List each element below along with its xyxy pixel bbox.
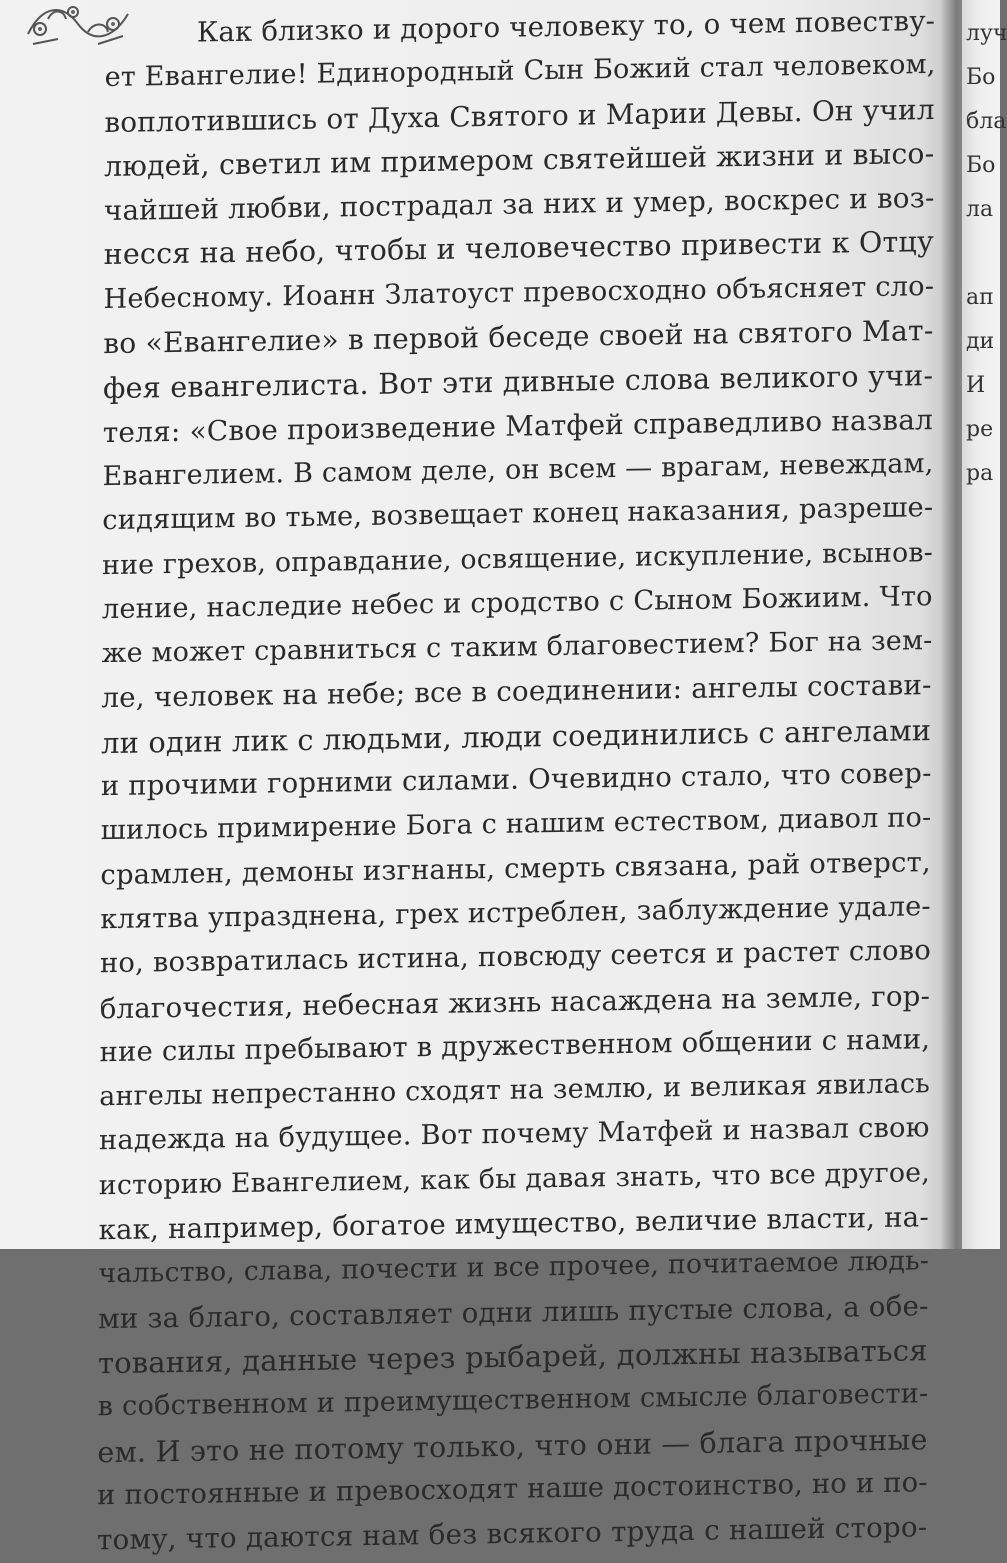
text-line: ние грехов, оправдание, освящение, искупление, всынов- [102, 536, 934, 581]
text-line: тому, что даются нам без всякого труда с нашей сторо- [96, 1510, 928, 1557]
text-line: сидящим во тьме, возвещает конец наказания, разреше- [102, 492, 934, 537]
right-page-line: ра [966, 461, 994, 486]
text-line: ление, наследие небес и сродство с Сыном Божиим. Что [101, 580, 933, 625]
text-line: надежда на будущее. Вот почему Матфей и назвал свою [99, 1112, 930, 1157]
right-page-line: бла [966, 109, 1007, 134]
text-line: несся на небо, чтобы и человечество привести к Отцу [103, 225, 934, 272]
text-line: людей, светил им примером святейшей жизни и высо- [104, 136, 935, 183]
text-line: ми за благо, составляет одни лишь пустые слова, а обе- [98, 1288, 929, 1335]
right-page-text [962, 12, 1007, 496]
text-line: во «Евангелие» в первой беседе своей на святого Мат- [103, 314, 934, 361]
text-line: благочестия, небесная жизнь насаждена на земле, гор- [99, 978, 931, 1025]
right-page-line: ла [966, 197, 994, 222]
text-line: ет Евангелие! Единородный Сын Божий стал человеком, [104, 49, 936, 94]
text-line: шилось примирение Бога с нашим естеством, диавол по- [100, 802, 932, 847]
text-line: чайшей любви, пострадал за них и умер, воскрес и воз- [103, 181, 935, 228]
text-line: чальство, слава, почести и все прочее, почитаемое людь- [98, 1245, 930, 1290]
text-line: и постоянные и превосходят наше достоинство, но и по- [97, 1467, 928, 1512]
text-line: фея евангелиста. Вот эти дивные слова великого учи- [102, 358, 934, 406]
body-text [97, 0, 935, 1563]
text-line: ли один лик с людьми, люди соединились с ангелами [101, 712, 932, 760]
text-line: Евангелием. В самом деле, он всем — врагам, невеждам, [102, 448, 934, 493]
text-line: ем. И это не потому только, что они — блага прочные [97, 1421, 928, 1469]
text-line: клятва упразднена, грех истреблен, заблуждение удале- [100, 891, 931, 936]
right-page-line: И [966, 373, 986, 398]
text-line: тования, данные через рыбарей, должны называться [97, 1333, 928, 1381]
text-line: ангелы непрестанно сходят на землю, и великая явилась [99, 1068, 931, 1113]
text-line: срамлен, демоны изгнаны, смерть связана, рай отверст, [100, 846, 931, 891]
right-page-line: Бо [966, 153, 996, 178]
text-line: но, возвратилась истина, повсюду сеется и растет слово [99, 935, 932, 980]
right-page-line: Бо [966, 65, 996, 90]
text-line: теля: «Свое произведение Матфей справедливо назвал [102, 402, 934, 449]
right-page-line: луч [966, 21, 1007, 46]
text-line: Небесному. Иоанн Златоуст превосходно объясняет сло- [103, 270, 935, 315]
right-page-line [966, 232, 1007, 276]
right-book-page [962, 0, 1007, 1249]
text-line: ле, человек на небе; все в соединении: ангелы состави- [101, 668, 932, 715]
text-line: ние силы пребывают в дружественном общении с нами, [99, 1023, 931, 1069]
right-page-line: ап [966, 285, 994, 310]
text-line: в собственном и преимущественном смысле благовести- [97, 1378, 929, 1423]
text-line: историю Евангелием, как бы давая знать, что все другое, [98, 1156, 931, 1201]
text-line: же может сравниться с таким благовестием? Бог на зем- [101, 625, 933, 670]
text-line: Как близко и дорого человеку то, о чем повеству- [196, 4, 936, 49]
right-page-line: ди [966, 329, 995, 354]
text-line: воплотившись от Духа Святого и Марии Девы. Он учил [104, 92, 935, 139]
right-page-line: ре [966, 417, 994, 442]
text-line: как, например, богатое имущество, величие власти, на- [98, 1200, 929, 1247]
text-line: и прочими горними силами. Очевидно стало, что совер- [100, 758, 932, 803]
